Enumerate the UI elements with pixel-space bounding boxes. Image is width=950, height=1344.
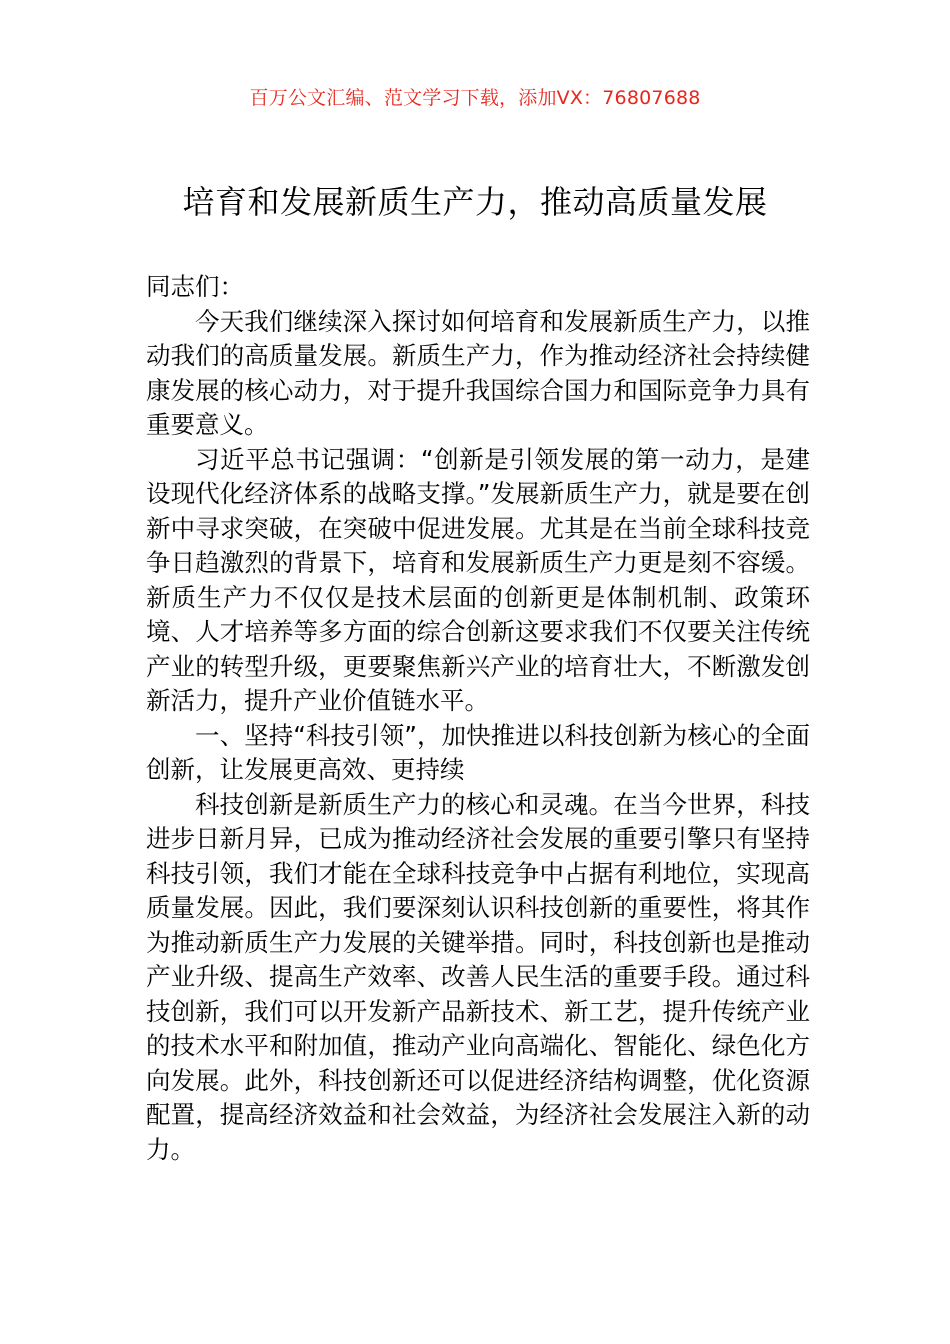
salutation: 同志们： xyxy=(146,272,244,301)
paragraph-intro: 今天我们继续深入探讨如何培育和发展新质生产力，以推动我们的高质量发展。新质生产力，作为推动经济社会持续健康发展的核心动力，对于提升我国综合国力和国际竞争力具有重要意义。 xyxy=(146,306,810,439)
header-banner: 百万公文汇编、范文学习下载，添加VX：76807688 xyxy=(249,87,701,109)
paragraph-section-1: 科技创新是新质生产力的核心和灵魂。在当今世界，科技进步日新月异，已成为推动经济社会发展的重要引擎只有坚持科技引领，我们才能在全球科技竞争中占据有利地位，实现高质量发展。因此，我们要深刻认识科技创新的重要性，将其作为推动新质生产力发展的关键举措。同时，科技创新也是推动产业升级、提高生产效率、改善人民生活的重要手段。通过科技创新，我们可以开发新产品新技术、新工艺，提升传统产业的技术水平和附加值，推动产业向高端化、智能化、绿色化方向发展。此外，科技创新还可以促进经济结构调整，优化资源配置，提高经济效益和社会效益，为经济社会发展注入新的动力。 xyxy=(146,789,810,1164)
page-title: 培育和发展新质生产力，推动高质量发展 xyxy=(182,183,768,221)
section-heading-1: 一、坚持“科技引领”，加快推进以科技创新为核心的全面创新，让发展更高效、更持续 xyxy=(146,720,810,784)
document-body xyxy=(146,270,810,1167)
paragraph-quote: 习近平总书记强调：“创新是引领发展的第一动力，是建设现代化经济体系的战略支撑。”发展新质生产力，就是要在创新中寻求突破，在突破中促进发展。尤其是在当前全球科技竞争日趋激烈的背景下，培育和发展新质生产力更是刻不容缓。新质生产力不仅仅是技术层面的创新更是体制机制、政策环境、人才培养等多方面的综合创新这要求我们不仅要关注传统产业的转型升级，更要聚焦新兴产业的培育壮大，不断激发创新活力，提升产业价值链水平。 xyxy=(146,444,810,715)
